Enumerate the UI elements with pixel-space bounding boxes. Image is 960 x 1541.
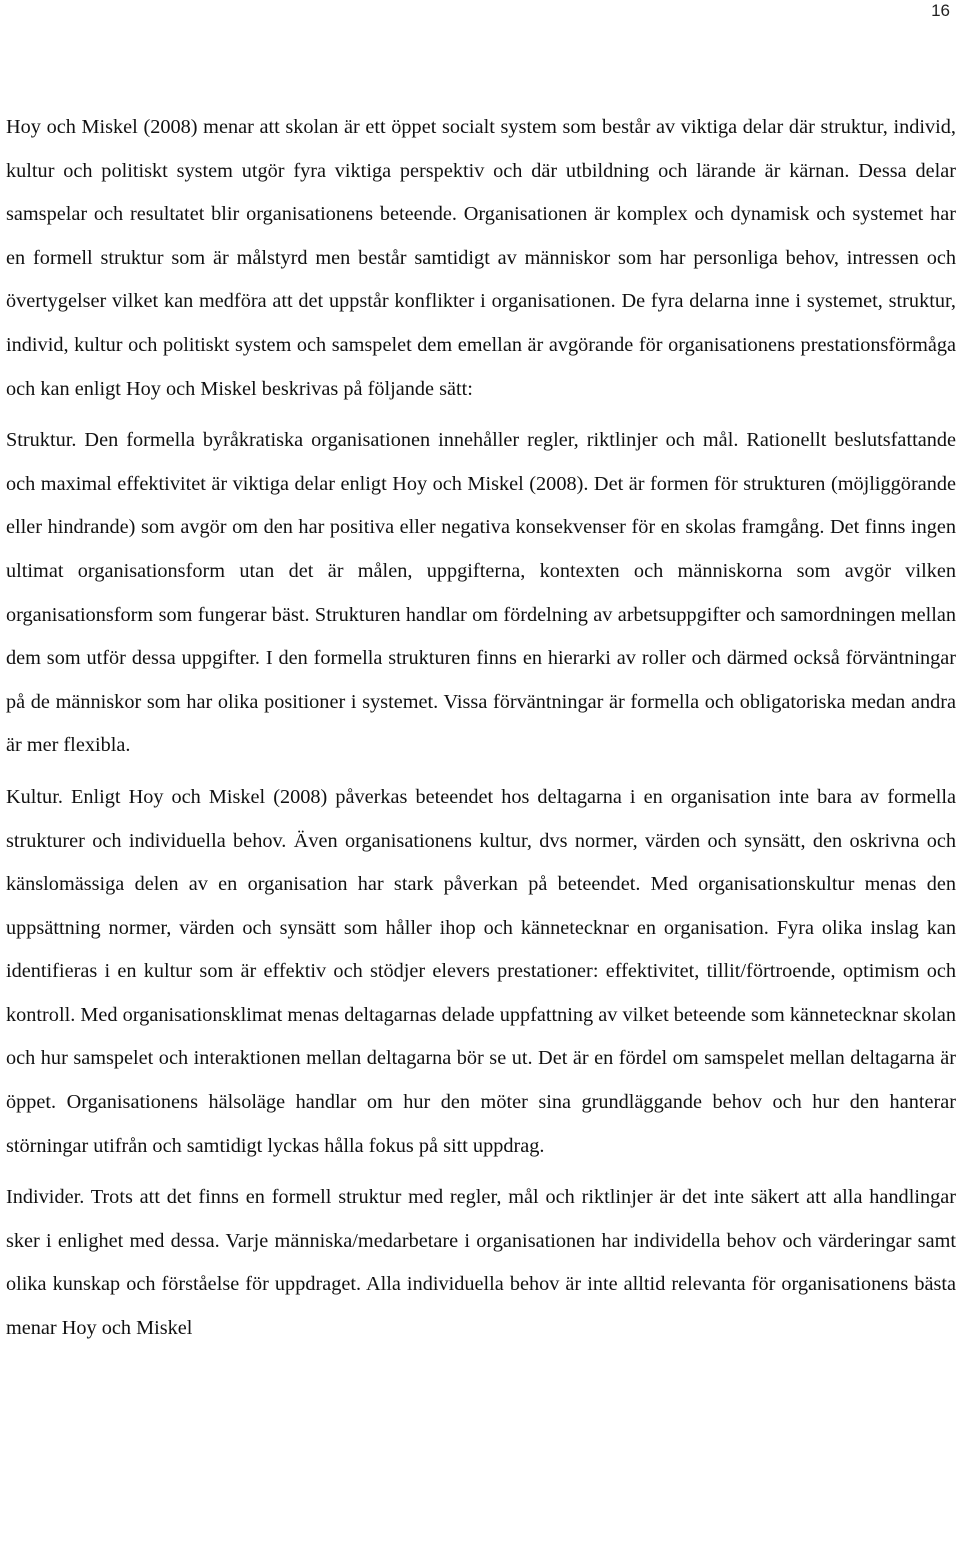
page-number: 16: [931, 1, 950, 20]
paragraph-kultur-heading: Kultur.: [6, 785, 63, 808]
paragraph-intro-text: Hoy och Miskel (2008) menar att skolan är ett öppet socialt system som består av viktiga delar där struktur, individ, kultur och politiskt system utgör fyra viktiga perspektiv och där utbildning och lärande är kärnan. Dessa delar samspelar och resultatet blir organisationens beteende. Organisationen är komplex och dynamisk och systemet har en formell struktur som är målstyrd men består samtidigt av människor som har personliga behov, intressen och övertygelser vilket kan medföra att det uppstår konflikter i organisationen. De fyra delarna inne i systemet, struktur, individ, kultur och politiskt system och samspelet dem emellan är avgörande för organisationens prestationsförmåga och kan enligt Hoy och Miskel beskrivas på följande sätt:: [6, 116, 956, 400]
paragraph-struktur-heading: Struktur.: [6, 429, 77, 452]
paragraph-individer: [6, 1176, 956, 1350]
paragraph-individer-text: Trots att det finns en formell struktur med regler, mål och riktlinjer är det inte säkert att alla handlingar sker i enlighet med dessa. Varje människa/medarbetare i organisationen har individella behov och värderingar samt olika kunskap och förståelse för uppdraget. Alla individuella behov är inte alltid relevanta för organisationens bästa menar Hoy och Miskel: [6, 1186, 956, 1340]
paragraph-kultur: [6, 776, 956, 1168]
document-body: [6, 106, 956, 1351]
paragraph-intro: [6, 106, 956, 411]
paragraph-struktur-text: Den formella byråkratiska organisationen innehåller regler, riktlinjer och mål. Rationellt beslutsfattande och maximal effektivitet är viktiga delar enligt Hoy och Miskel (2008). Det är formen för strukturen (möjliggörande eller hindrande) som avgör om den har positiva eller negativa konsekvenser för en skolas framgång. Det finns ingen ultimat organisationsform utan det är målen, uppgifterna, kontexten och människorna som avgör vilken organisationsform som fungerar bäst. Strukturen handlar om fördelning av arbetsuppgifter och samordningen mellan dem som utför dessa uppgifter. I den formella strukturen finns en hierarki av roller och därmed också förväntningar på de människor som har olika positioner i systemet. Vissa förväntningar är formella och obligatoriska medan andra är mer flexibla.: [6, 429, 956, 757]
paragraph-kultur-text: Enligt Hoy och Miskel (2008) påverkas beteendet hos deltagarna i en organisation inte bara av formella strukturer och individuella behov. Även organisationens kultur, dvs normer, värden och synsätt, den oskrivna och känslomässiga delen av en organisation har stark påverkan på beteendet. Med organisationskultur menas den uppsättning normer, värden och synsätt som håller ihop och kännetecknar en organisation. Fyra olika inslag kan identifieras i en kultur som är effektiv och stödjer elevers prestationer: effektivitet, tillit/förtroende, optimism och kontroll. Med organisationsklimat menas deltagarnas delade uppfattning av vilket beteende som kännetecknar skolan och hur samspelet och interaktionen mellan deltagarna bör se ut. Det är en fördel om samspelet mellan deltagarna är öppet. Organisationens hälsoläge handlar om hur den möter sina grundläggande behov och hur den hanterar störningar utifrån och samtidigt lyckas hålla fokus på sitt uppdrag.: [6, 785, 956, 1157]
paragraph-individer-heading: Individer.: [6, 1186, 85, 1209]
paragraph-struktur: [6, 419, 956, 768]
